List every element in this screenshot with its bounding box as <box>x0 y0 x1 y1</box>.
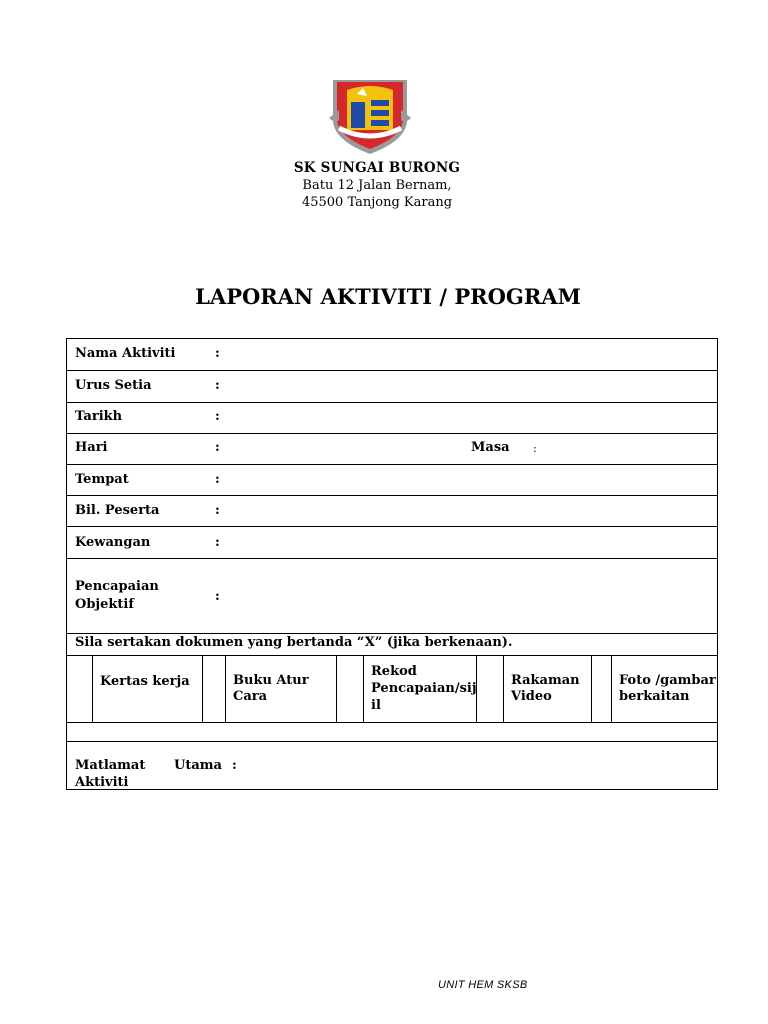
attachment-rakaman-video: Video <box>511 689 552 704</box>
label-matlamat: Matlamat <box>75 758 146 773</box>
school-name: SK SUNGAI BURONG <box>293 160 461 176</box>
colon: : <box>215 535 220 550</box>
label-utama: Utama <box>174 758 222 773</box>
label-tempat: Tempat <box>75 472 129 487</box>
colon: : <box>215 472 220 487</box>
colon: : <box>232 758 237 773</box>
school-crest-logo <box>327 70 413 156</box>
label-kewangan: Kewangan <box>75 535 151 550</box>
colon: : <box>215 378 220 393</box>
colon: : <box>215 503 220 518</box>
label-nama-aktiviti: Nama Aktiviti <box>75 346 176 361</box>
attachment-rekod-pencapaian: Pencapaian/sij <box>371 681 477 696</box>
colon: : <box>533 442 537 455</box>
attachment-foto-gambar: Foto /gambar <box>619 673 716 688</box>
attachment-instruction: Sila sertakan dokumen yang bertanda “X” (jika berkenaan). <box>75 635 513 650</box>
attachment-buku-atur-cara: Cara <box>233 689 268 704</box>
label-urus-setia: Urus Setia <box>75 378 152 393</box>
attachment-rekod-pencapaian: il <box>371 698 381 713</box>
colon: : <box>215 589 220 604</box>
colon: : <box>215 346 220 361</box>
school-address-line1: Batu 12 Jalan Bernam, <box>302 178 452 193</box>
school-address-line2: 45500 Tanjong Karang <box>301 195 453 210</box>
page-title: LAPORAN AKTIVITI / PROGRAM <box>195 284 581 309</box>
attachment-kertas-kerja: Kertas kerja <box>100 674 190 689</box>
label-aktiviti: Aktiviti <box>75 775 129 790</box>
label-bil-peserta: Bil. Peserta <box>75 503 160 518</box>
label-pencapaian: Pencapaian <box>75 579 159 594</box>
footer-unit: UNIT HEM SKSB <box>438 979 528 991</box>
report-form-table <box>66 338 718 790</box>
label-objektif: Objektif <box>75 597 134 612</box>
attachment-buku-atur-cara: Buku Atur <box>233 673 309 688</box>
attachment-rekod-pencapaian: Rekod <box>371 664 417 679</box>
attachment-rakaman-video: Rakaman <box>511 673 580 688</box>
label-masa: Masa <box>471 440 510 455</box>
colon: : <box>215 409 220 424</box>
attachment-foto-gambar: berkaitan <box>619 689 690 704</box>
label-tarikh: Tarikh <box>75 409 123 424</box>
colon: : <box>215 440 220 455</box>
label-hari: Hari <box>75 440 108 455</box>
